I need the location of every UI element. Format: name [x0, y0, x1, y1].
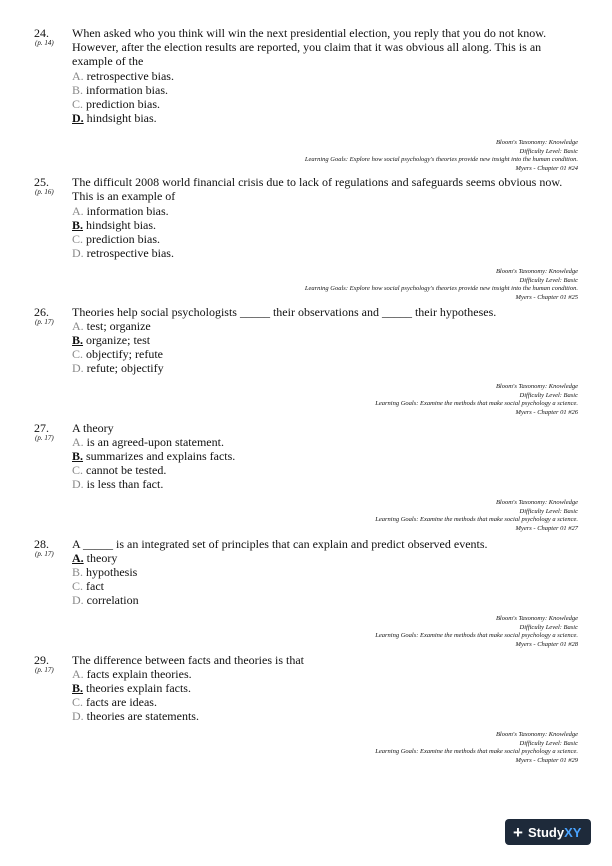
option-b: B. information bias. [72, 83, 168, 97]
question-meta: Bloom's Taxonomy: Knowledge Difficulty Level: Basic Learning Goals: Examine the methods that make social psychology a science. Myers - Chapter 01 #26 [375, 383, 578, 416]
option-a-correct: A. theory [72, 551, 118, 565]
question-text: A _____ is an integrated set of principles that can explain and predict observed events. [72, 537, 488, 551]
question-page-ref: (p. 17) [35, 550, 54, 558]
question-meta: Bloom's Taxonomy: Knowledge Difficulty Level: Basic Learning Goals: Examine the methods that make social psychology a science. Myers - Chapter 01 #27 [375, 499, 578, 532]
logo-text-main: Study [527, 824, 565, 840]
option-d: D. correlation [72, 593, 139, 607]
option-c: C. prediction bias. [72, 232, 160, 246]
question-number: 24. [34, 26, 49, 40]
plus-icon: + [513, 822, 523, 842]
options-list [72, 551, 139, 607]
option-b: B. hypothesis [72, 565, 138, 579]
option-b-correct: B. hindsight bias. [72, 218, 157, 232]
option-b-correct: B. organize; test [72, 333, 151, 347]
studyxy-logo[interactable] [505, 819, 591, 845]
option-c: C. fact [72, 579, 104, 593]
question-number: 29. [34, 653, 49, 667]
question-page-ref: (p. 17) [35, 318, 54, 326]
option-d: D. is less than fact. [72, 477, 164, 491]
question-page-ref: (p. 14) [35, 39, 54, 47]
option-c: C. cannot be tested. [72, 463, 167, 477]
option-b-correct: B. theories explain facts. [72, 681, 191, 695]
question-meta: Bloom's Taxonomy: Knowledge Difficulty Level: Basic Learning Goals: Explore how social psychology's theories provide new insight into the human condition. Myers - Chapter 01 #24 [304, 139, 578, 172]
question-number: 25. [34, 175, 49, 189]
question-text: When asked who you think will win the next presidential election, you reply that you do not know. However, after the election results are reported, you claim that it was obvious all along. This is an example of the [72, 26, 547, 68]
question-page-ref: (p. 17) [35, 666, 54, 674]
question-text: The difference between facts and theories is that [72, 653, 305, 667]
options-list [72, 667, 199, 723]
option-d: D. retrospective bias. [72, 246, 174, 260]
option-a: A. is an agreed-upon statement. [72, 435, 224, 449]
option-a: A. information bias. [72, 204, 169, 218]
question-number: 28. [34, 537, 49, 551]
question-meta: Bloom's Taxonomy: Knowledge Difficulty Level: Basic Learning Goals: Examine the methods that make social psychology a science. Myers - Chapter 01 #28 [375, 615, 578, 648]
option-a: A. test; organize [72, 319, 151, 333]
option-b-correct: B. summarizes and explains facts. [72, 449, 236, 463]
option-d: D. theories are statements. [72, 709, 199, 723]
question-meta: Bloom's Taxonomy: Knowledge Difficulty Level: Basic Learning Goals: Examine the methods that make social psychology a science. Myers - Chapter 01 #29 [375, 731, 578, 764]
options-list [72, 435, 235, 491]
question-page-ref: (p. 17) [35, 434, 54, 442]
question-number: 26. [34, 305, 49, 319]
options-list [72, 204, 174, 260]
question-text: The difficult 2008 world financial crisis due to lack of regulations and safeguards seems obvious now. This is an example of [72, 175, 563, 203]
option-c: C. facts are ideas. [72, 695, 157, 709]
options-list [72, 69, 174, 125]
question-text: A theory [72, 421, 114, 435]
question-text: Theories help social psychologists _____ their observations and _____ their hypotheses. [72, 305, 497, 319]
option-d-correct: D. hindsight bias. [72, 111, 157, 125]
option-d: D. refute; objectify [72, 361, 164, 375]
question-page-ref: (p. 16) [35, 188, 54, 196]
question-number: 27. [34, 421, 49, 435]
logo-text-accent: XY [564, 824, 582, 840]
option-c: C. prediction bias. [72, 97, 160, 111]
question-meta: Bloom's Taxonomy: Knowledge Difficulty Level: Basic Learning Goals: Explore how social psychology's theories provide new insight into the human condition. Myers - Chapter 01 #25 [304, 268, 578, 301]
options-list [72, 319, 164, 375]
option-a: A. facts explain theories. [72, 667, 192, 681]
option-c: C. objectify; refute [72, 347, 163, 361]
option-a: A. retrospective bias. [72, 69, 174, 83]
